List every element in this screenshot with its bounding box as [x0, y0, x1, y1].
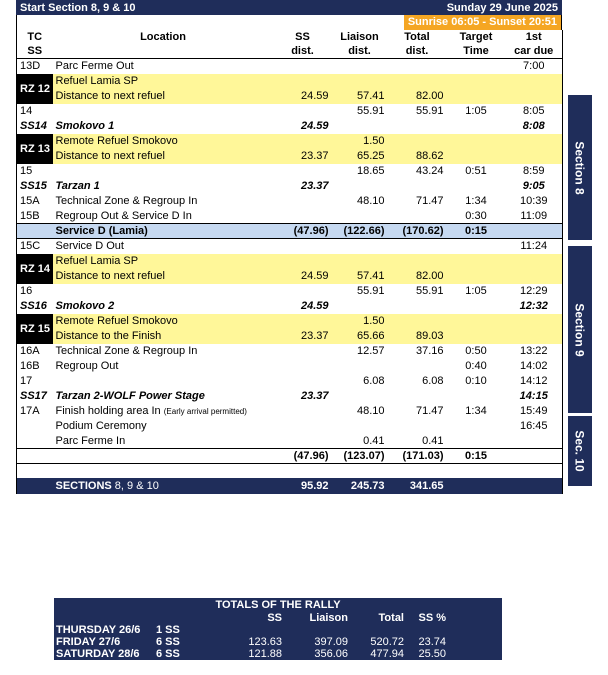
total-cell: 37.16 [415, 345, 444, 357]
rally-totals-row [54, 624, 502, 636]
target-cell: 0:40 [465, 360, 487, 372]
ss-number: SS14 [20, 120, 47, 132]
due-cell: 8:59 [523, 165, 545, 177]
due-cell: 8:08 [522, 120, 545, 132]
stage-name: Tarzan 1 [55, 180, 100, 192]
stage-row [17, 389, 563, 404]
due-cell: 14:02 [519, 360, 548, 372]
location-cell: Distance to next refuel [53, 149, 274, 164]
refuel-row [17, 134, 563, 149]
col-ss-sub: dist. [274, 44, 332, 59]
target-cell: 0:30 [465, 209, 487, 222]
tc-cell: 17 [20, 375, 33, 387]
col-ss: SS [295, 31, 310, 43]
pct: 25.50 [418, 648, 446, 660]
tc-cell: 16 [20, 285, 33, 297]
liaison-cell: 48.10 [356, 195, 385, 207]
ss-cell: 24.59 [274, 89, 332, 104]
hdr-ss: SS [267, 612, 282, 624]
rally-totals [54, 598, 502, 660]
liaison-cell: 48.10 [356, 405, 385, 417]
ss-number: SS17 [20, 390, 47, 402]
due-cell: 16:45 [519, 420, 548, 432]
col-location: Location [140, 31, 186, 43]
table-row [17, 344, 563, 359]
table-row [17, 104, 563, 119]
tc-cell: 14 [20, 105, 33, 117]
total: 520.72 [370, 636, 404, 648]
ss-cell: 24.59 [274, 269, 332, 284]
sections-summary-row [17, 478, 563, 494]
location-cell: Distance to next refuel [53, 269, 274, 284]
refuel-row [17, 314, 563, 329]
liaison-cell: 65.25 [332, 149, 388, 164]
target-cell: 1:05 [465, 105, 487, 117]
liaison-cell: 55.91 [356, 285, 385, 297]
target-cell: 0:10 [465, 375, 487, 387]
ss-cell: 23.37 [300, 390, 329, 402]
total-cell: (170.62) [388, 224, 447, 239]
liaison-cell: 57.41 [332, 269, 388, 284]
ss-cell: 23.37 [274, 329, 332, 344]
location-cell: Refuel Lamia SP [53, 254, 274, 269]
liaison-cell: 1.50 [332, 134, 388, 149]
refuel-row [17, 269, 563, 284]
stage-count: 6 SS [156, 648, 180, 660]
rally-totals-row [54, 648, 502, 660]
ss [232, 624, 282, 636]
col-tc: TC [27, 31, 43, 43]
side-tab-section-8 [568, 95, 592, 240]
liaison-cell: 0.41 [363, 434, 385, 447]
ss-cell: 24.59 [300, 300, 329, 312]
service-row [17, 224, 563, 239]
itinerary-header [16, 0, 562, 15]
location-cell: Technical Zone & Regroup In [55, 345, 198, 357]
liaison-cell: 57.41 [332, 89, 388, 104]
table-row [17, 164, 563, 179]
sections-label-rest: 8, 9 & 10 [114, 479, 159, 492]
col-location-sub [53, 44, 274, 59]
target-cell: 0:51 [465, 165, 487, 177]
target-cell: 1:34 [465, 405, 487, 417]
sections-label [53, 478, 274, 494]
location-cell [53, 404, 332, 419]
due-cell: 15:49 [519, 405, 548, 417]
rz-tag: RZ 12 [17, 74, 53, 104]
total-cell: 0.41 [422, 434, 444, 447]
due-cell: 14:15 [519, 390, 548, 402]
col-liaison-sub: dist. [332, 44, 388, 59]
location-cell: Service D (Lamia) [53, 224, 274, 239]
table-row [17, 419, 563, 434]
due-cell: 14:12 [519, 375, 548, 387]
pct [404, 624, 446, 636]
due-cell: 12:32 [519, 300, 548, 312]
table-row [17, 359, 563, 374]
col-total: Total [404, 31, 430, 43]
itinerary [16, 0, 562, 494]
location-cell: Parc Ferme In [55, 434, 126, 447]
side-tab-label: Section 9 [573, 302, 588, 357]
col-first-sub: car due [506, 44, 563, 59]
table-row [17, 374, 563, 389]
totals-row [17, 449, 563, 464]
target-cell: 0:15 [447, 449, 506, 464]
table-row [17, 404, 563, 419]
rz-tag: RZ 13 [17, 134, 53, 164]
hdr-total: Total [378, 612, 404, 624]
refuel-row [17, 329, 563, 344]
liaison-cell: 18.65 [356, 165, 385, 177]
side-tab-section-9 [568, 246, 592, 413]
liaison-cell: 1.50 [332, 314, 388, 329]
target-cell: 0:15 [447, 224, 506, 239]
col-tc-sub: SS [17, 44, 53, 59]
liaison-cell: 65.66 [332, 329, 388, 344]
liaison: 356.06 [314, 648, 348, 660]
rally-totals-row [54, 636, 502, 648]
tc-cell: 16A [20, 345, 40, 357]
total-cell: 43.24 [415, 165, 444, 177]
sun-times-row [16, 15, 562, 30]
location-cell: Refuel Lamia SP [53, 74, 274, 89]
col-first: 1st [525, 31, 542, 43]
total: 477.94 [370, 648, 404, 660]
location-text: Finish holding area In [55, 404, 161, 417]
column-header-row [17, 30, 563, 44]
table-row [17, 194, 563, 209]
column-subheader-row [17, 44, 563, 59]
total-cell: 82.00 [388, 89, 447, 104]
stage-name: Smokovo 1 [55, 120, 115, 132]
tc-cell: 15 [20, 165, 33, 177]
sections-ss: 95.92 [274, 478, 332, 494]
refuel-row [17, 74, 563, 89]
table-row [17, 239, 563, 254]
hdr-liaison: Liaison [309, 612, 348, 624]
tc-cell: 15B [20, 209, 40, 222]
table-row [17, 209, 563, 224]
target-cell: 1:34 [465, 195, 487, 207]
rally-totals-title: TOTALS OF THE RALLY [215, 599, 341, 611]
day: SATURDAY 28/6 [56, 648, 140, 660]
col-target-sub: Time [447, 44, 506, 59]
tc-cell: 16B [20, 360, 40, 372]
total-cell: 88.62 [388, 149, 447, 164]
liaison-cell: (122.66) [332, 224, 388, 239]
table-row [17, 434, 563, 449]
ss: 121.88 [248, 648, 282, 660]
refuel-row [17, 149, 563, 164]
pct: 23.74 [418, 636, 446, 648]
location-cell: Parc Ferme Out [55, 60, 134, 73]
refuel-row [17, 254, 563, 269]
due-cell: 13:22 [519, 345, 548, 357]
refuel-row [17, 89, 563, 104]
total-cell: 71.47 [415, 195, 444, 207]
table-row [17, 284, 563, 299]
location-note: (Early arrival permitted) [163, 406, 247, 416]
total-cell: (171.03) [388, 449, 447, 464]
sections-liaison: 245.73 [332, 478, 388, 494]
itinerary-date: Sunday 29 June 2025 [446, 1, 558, 14]
stage-count: 1 SS [156, 624, 180, 636]
table-row [17, 59, 563, 74]
due-cell: 10:39 [519, 195, 548, 207]
col-target: Target [459, 31, 493, 43]
total-cell: 6.08 [422, 375, 444, 387]
location-cell: Remote Refuel Smokovo [53, 134, 274, 149]
due-cell: 11:24 [520, 240, 548, 253]
ss-cell: (47.96) [274, 224, 332, 239]
hdr-pct: SS % [418, 612, 446, 624]
due-cell: 8:05 [523, 105, 545, 117]
sections-label-bold: SECTIONS [55, 479, 112, 492]
due-cell: 12:29 [519, 285, 548, 297]
liaison-cell: 55.91 [356, 105, 385, 117]
due-cell: 9:05 [522, 180, 545, 192]
stage-row [17, 179, 563, 194]
due-cell: 11:09 [520, 209, 548, 222]
total-cell: 89.03 [388, 329, 447, 344]
rz-tag: RZ 14 [17, 254, 53, 284]
location-cell: Technical Zone & Regroup In [55, 195, 198, 207]
due-cell: 7:00 [523, 60, 545, 73]
side-tab-label: Section 8 [573, 140, 588, 195]
location-cell: Remote Refuel Smokovo [53, 314, 274, 329]
side-tab-label: Sec. 10 [573, 430, 587, 472]
ss-cell: 24.59 [300, 120, 329, 132]
itinerary-title: Start Section 8, 9 & 10 [20, 1, 136, 14]
tc-cell: 13D [20, 60, 41, 73]
location-cell: Podium Ceremony [55, 420, 147, 432]
stage-name: Tarzan 2-WOLF Power Stage [55, 390, 205, 402]
liaison-cell: (123.07) [332, 449, 388, 464]
total [348, 624, 404, 636]
total-cell: 55.91 [415, 285, 444, 297]
ss-cell: 23.37 [274, 149, 332, 164]
liaison [282, 624, 348, 636]
liaison: 397.09 [314, 636, 348, 648]
stage-row [17, 299, 563, 314]
itinerary-table [16, 30, 563, 494]
tc-cell: 17A [20, 405, 40, 417]
total-cell: 55.91 [415, 105, 444, 117]
sections-total: 341.65 [388, 478, 447, 494]
stage-count: 6 SS [156, 636, 180, 648]
location-cell: Distance to next refuel [53, 89, 274, 104]
col-total-sub: dist. [388, 44, 447, 59]
ss-number: SS16 [20, 300, 47, 312]
tc-cell: 15A [20, 195, 40, 207]
sun-times: Sunrise 06:05 - Sunset 20:51 [404, 15, 561, 30]
total-cell: 82.00 [388, 269, 447, 284]
target-cell: 0:50 [465, 345, 487, 357]
stage-name: Smokovo 2 [55, 300, 115, 312]
day: FRIDAY 27/6 [56, 636, 121, 648]
total-cell: 71.47 [415, 405, 444, 417]
location-cell: Service D Out [55, 240, 124, 253]
ss-cell: (47.96) [274, 449, 332, 464]
target-cell: 1:05 [465, 285, 487, 297]
ss-number: SS15 [20, 180, 47, 192]
ss-cell: 23.37 [300, 180, 329, 192]
location-cell: Regroup Out & Service D In [55, 209, 192, 222]
location-cell: Distance to the Finish [53, 329, 274, 344]
tc-cell: 15C [20, 240, 41, 253]
side-tab-section-10 [568, 416, 592, 486]
location-cell: Regroup Out [55, 360, 119, 372]
day: THURSDAY 26/6 [56, 624, 141, 636]
stage-row [17, 119, 563, 134]
liaison-cell: 12.57 [356, 345, 385, 357]
rally-totals-header [54, 612, 502, 624]
ss: 123.63 [248, 636, 282, 648]
liaison-cell: 6.08 [363, 375, 385, 387]
col-liaison: Liaison [340, 31, 379, 43]
rz-tag: RZ 15 [17, 314, 53, 344]
